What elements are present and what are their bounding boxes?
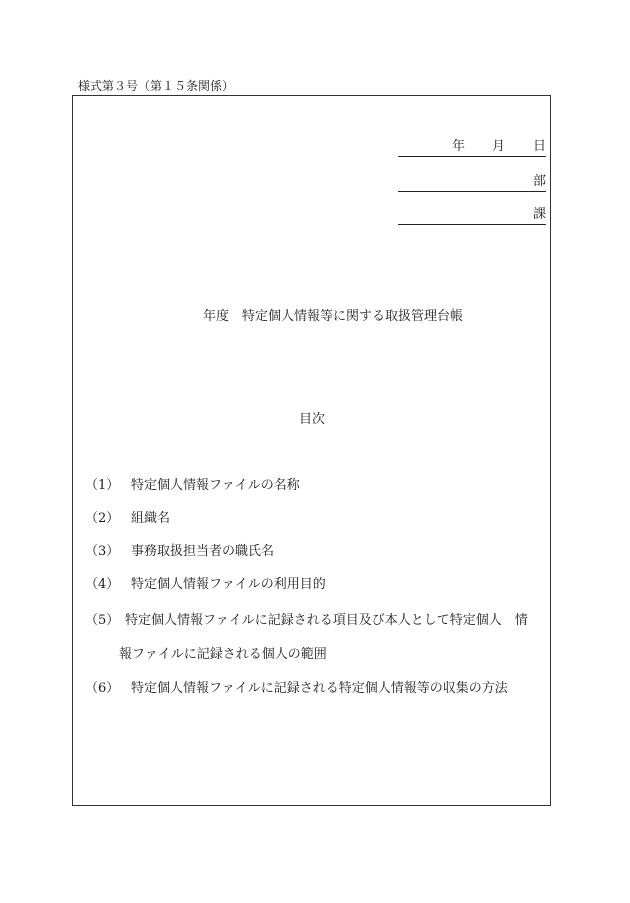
toc-item-5 (85, 612, 528, 630)
toc-item-4 (85, 576, 326, 594)
form-frame (72, 95, 551, 806)
form-number: 様式第３号（第１５条関係） (78, 79, 235, 93)
toc-item-text: 特定個人情報ファイルに記録される項目及び本人として特定個人 情 (125, 613, 528, 628)
toc-item-number: （6） (85, 681, 120, 696)
toc-item-text: 特定個人情報ファイルに記録される特定個人情報等の収集の方法 (131, 681, 508, 696)
toc-item-number: （1） (85, 478, 120, 493)
ledger-title: 年度 特定個人情報等に関する取扱管理台帳 (203, 309, 464, 324)
toc-heading: 目次 (299, 412, 326, 427)
toc-item-2 (85, 510, 170, 528)
section-label: 課 (532, 207, 546, 222)
toc-item-text: 組織名 (131, 511, 171, 526)
department-label: 部 (532, 174, 546, 189)
toc-item-6 (85, 680, 508, 698)
toc-item-text: 特定個人情報ファイルの利用目的 (131, 577, 326, 592)
toc-item-1 (85, 477, 300, 495)
toc-item-number: （5） (85, 613, 120, 628)
toc-item-5-continuation: 報ファイルに記録される個人の範囲 (119, 647, 327, 662)
month-label: 月 (492, 139, 506, 154)
day-label: 日 (532, 139, 546, 154)
toc-item-number: （3） (85, 544, 120, 559)
toc-item-number: （2） (85, 511, 120, 526)
year-label: 年 (452, 139, 466, 154)
date-line (398, 138, 546, 157)
section-line (398, 206, 546, 225)
toc-item-3 (85, 543, 274, 561)
toc-item-text: 事務取扱担当者の職氏名 (131, 544, 275, 559)
department-line (398, 173, 546, 192)
toc-item-text: 特定個人情報ファイルの名称 (131, 478, 300, 493)
toc-item-number: （4） (85, 577, 120, 592)
